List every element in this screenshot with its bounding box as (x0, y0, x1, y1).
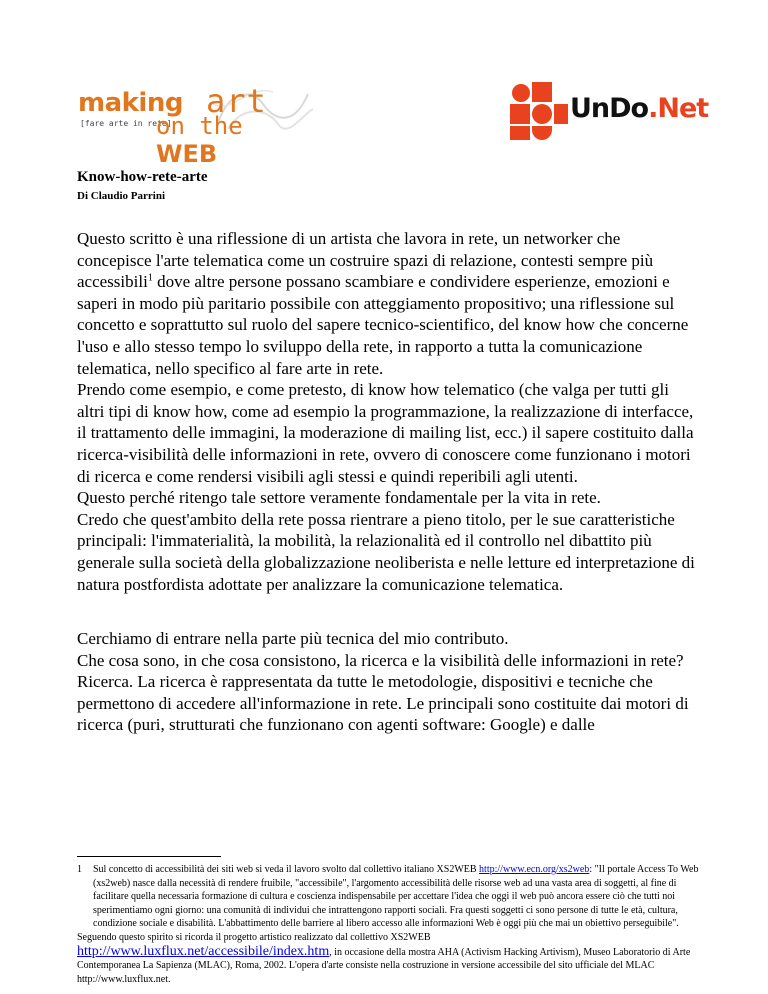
article-body-technical (77, 628, 697, 736)
paragraph: Ricerca. La ricerca è rappresentata da tutte le metodologie, dispositivi e tecniche che permettono di accedere all'informazione in rete. Le principali sono costituite dai motori di ricerca (puri, strutturati che funzionano con agenti software: Google) e dalle (77, 672, 689, 735)
article-title: Know-how-rete-arte (77, 169, 208, 185)
logo-square (512, 84, 530, 102)
xs2web-link[interactable]: http://www.ecn.org/xs2web (479, 864, 590, 875)
logo-square (510, 126, 530, 140)
footnote-text: , in occasione della mostra AHA (Activism Hacking Artivism), Museo Laboratorio di Arte Contemporanea La Sapienza (MLAC), Roma, 2002. L'opera d'arte consiste nella costruzione in versione accessibile del sito ufficiale del MLAC http://www.luxflux.net. (77, 946, 691, 985)
logo-square (532, 82, 552, 102)
luxflux-link[interactable]: http://www.luxflux.net/accessibile/index.htm (77, 943, 330, 959)
logo-making-text: making (78, 88, 183, 118)
footnote-text: Sul concetto di accessibilità dei siti web si veda il lavoro svolto dal collettivo italiano XS2WEB (93, 864, 480, 875)
paragraph: Che cosa sono, in che cosa consistono, la ricerca e la visibilità delle informazioni in rete? (77, 650, 684, 670)
paragraph-text: dove altre persone possano scambiare e condividere esperienze, emozioni e saperi in modo più paritario possibile con atteggiamento propositivo; una riflessione sul concetto e soprattutto sul ruolo del sapere tecnico-scientifico, del know how che concerne l'uso e allo stesso tempo lo sviluppo della rete, in rapporto a tutta la comunicazione telematica, nello specifico al fare arte in rete. (77, 272, 689, 378)
paragraph-text: Questo scritto è una riflessione di un artista che lavora in rete, un networker che concepisce l'arte telematica come un costruire spazi di relazione, contesti sempre più accessibili (77, 229, 654, 292)
footnote-continuation: Seguendo questo spirito si ricorda il progetto artistico realizzato dal collettivo XS2WEB (77, 931, 431, 943)
logo-undo-text: UnDo (570, 93, 649, 124)
logo-square (532, 104, 552, 124)
article-body-intro (77, 228, 697, 595)
footnote-project (77, 945, 699, 987)
paragraph: Prendo come esempio, e come pretesto, di know how telematico (che valga per tutti gli altri tipi di know how, come ad esempio la programmazione, la realizzazione di interfacce, il trattamento delle immagini, la moderazione di mailing list, ecc.) il sapere costituito dalla ricerca-visibilità delle informazioni in rete, ovvero di conoscere come funzionano i motori di ricerca e come rendersi visibili agli stessi e quindi reperibili agli utenti. (77, 380, 694, 486)
footnote (77, 863, 699, 986)
logo-net-text: .Net (648, 93, 709, 124)
logo-web-text: WEB (156, 140, 218, 168)
paragraph: Credo che quest'ambito della rete possa rientrare a pieno titolo, per le sue caratteristiche principali: l'immaterialità, la mobilità, la relazionalità ed il controllo nel dibattito più generale sulla società della globalizzazione neoliberista e nelle letture ed interpretazione di natura postfordista adottate per analizzare la comunicazione telematica. (77, 509, 695, 594)
footnote-body (77, 863, 699, 931)
paragraph: Cerchiamo di entrare nella parte più tecnica del mio contributo. (77, 629, 509, 648)
logo-square (510, 104, 530, 124)
footnote-separator (77, 856, 221, 857)
making-art-on-the-web-logo (78, 82, 318, 168)
paragraph (77, 228, 697, 379)
logo-square (532, 126, 552, 140)
logo-art-text: art (206, 82, 267, 120)
footnote-marker[interactable]: 1 (147, 272, 153, 284)
footnote-quote: : "Il portale Access To Web (xs2web) nasce dalla necessità di rendere fruibile, "accessibile", l'argomento accessibilità delle risorse web ad una vasta area di soggetti, al fine di facilitare quella necessaria formazione di cultura e coscienza indispensabile per accettare l'idea che oggi il web può ancora essere ciò che tutti noi sperimentiamo ogni giorno: una comunità di individui che intrattengono rapporti sociali. Fra questi soggetti ci sono persone di tutte le età, cultura, condizione sociale e disabilità. L'abbattimento delle barriere al libero accesso alle informazioni Web è oggi più che mai un obiettivo perseguibile". (93, 864, 699, 930)
undo-net-logo (510, 82, 709, 142)
footnote-number: 1 (77, 864, 82, 875)
paragraph: Questo perché ritengo tale settore veramente fondamentale per la vita in rete. (77, 488, 601, 508)
logo-on-the-web (156, 112, 318, 168)
logo-on-the-text: on the (156, 112, 243, 140)
article-author: Di Claudio Parrini (77, 190, 166, 202)
logo-wordmark (568, 90, 709, 128)
logo-subtitle-text: [fare arte in rete] (80, 119, 172, 128)
